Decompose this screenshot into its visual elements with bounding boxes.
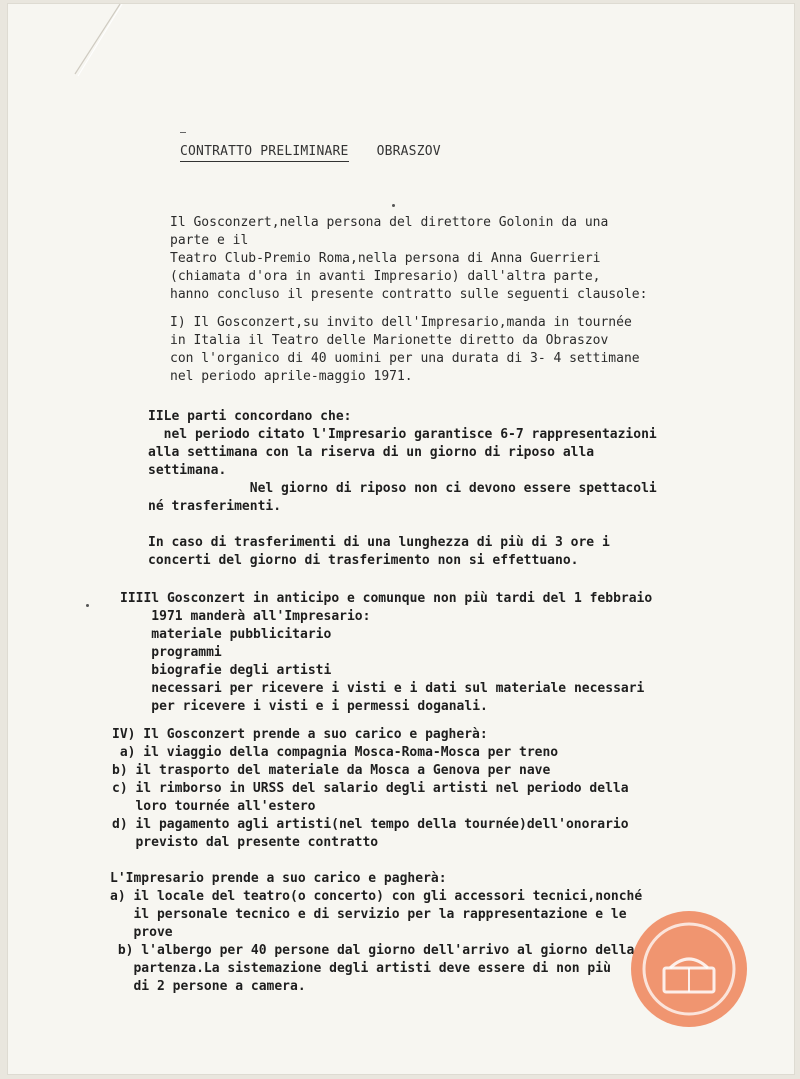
text-line: biografie degli artisti [120,663,332,678]
text-line: prove [110,925,173,940]
text-line: in Italia il Teatro delle Marionette diretto da Obraszov [170,333,609,348]
text-line: di 2 persone a camera. [110,979,306,994]
text-line: per ricevere i visti e i permessi doganali. [120,699,488,714]
text-line: In caso di trasferimenti di una lunghezza di più di 3 ore i [148,535,610,550]
text-line: programmi [120,645,222,660]
text-line: IILe parti concordano che: [148,409,352,424]
document-subject: OBRASZOV [376,144,441,159]
text-line: IV) Il Gosconzert prende a suo carico e pagherà: [112,727,488,742]
text-line: d) il pagamento agli artisti(nel tempo della tournée)dell'onorario [112,817,629,832]
text-line: materiale pubblicitario [120,627,332,642]
text-line: IIIIl Gosconzert in anticipo e comunque non più tardi del 1 febbraio [120,591,653,606]
text-line: I) Il Gosconzert,su invito dell'Impresario,manda in tournée [170,315,632,330]
text-line: nel periodo aprile-maggio 1971. [170,369,413,384]
text-line: necessari per ricevere i visti e i dati sul materiale necessari [120,681,645,696]
text-line: a) il locale del teatro(o concerto) con gli accessori tecnici,nonché [110,889,643,904]
text-line: previsto dal presente contratto [112,835,379,850]
text-line: settimana. [148,463,227,478]
text-line: loro tournée all'estero [112,799,316,814]
text-line: L'Impresario prende a suo carico e pagherà: [110,871,447,886]
document-title: CONTRATTO PRELIMINARE [180,144,349,162]
document-page [8,4,794,1074]
text-line: nel periodo citato l'Impresario garantisce 6-7 rappresentazioni [148,427,657,442]
text-line: a) il viaggio della compagnia Mosca-Roma-Mosca per treno [112,745,559,760]
text-line: b) il trasporto del materiale da Mosca a Genova per nave [112,763,551,778]
ink-dot [392,204,395,207]
ink-mark [180,132,186,133]
text-line: b) l'albergo per 40 persone dal giorno dell'arrivo al giorno della [110,943,635,958]
text-line: Nel giorno di riposo non ci devono essere spettacoli [148,481,657,496]
ink-dot [86,604,89,607]
text-line: 1971 manderà all'Impresario: [120,609,371,624]
text-line: c) il rimborso in URSS del salario degli artisti nel periodo della [112,781,629,796]
text-line: alla settimana con la riserva di un giorno di riposo alla [148,445,595,460]
corner-fold-crease [70,4,130,84]
text-line: né trasferimenti. [148,499,282,514]
archive-stamp [626,906,752,1032]
text-line: con l'organico di 40 uomini per una durata di 3- 4 settimane [170,351,640,366]
text-line: Il Gosconzert,nella persona del direttore Golonin da una [170,215,609,230]
text-line: Teatro Club-Premio Roma,nella persona di Anna Guerrieri [170,251,601,266]
text-line: il personale tecnico e di servizio per la rappresentazione e le [110,907,627,922]
text-line: (chiamata d'ora in avanti Impresario) dall'altra parte, [170,269,601,284]
text-line: hanno concluso il presente contratto sulle seguenti clausole: [170,287,648,302]
text-line: parte e il [170,233,249,248]
text-line: partenza.La sistemazione degli artisti deve essere di non più [110,961,611,976]
document-heading [180,144,441,159]
text-line: concerti del giorno di trasferimento non si effettuano. [148,553,579,568]
